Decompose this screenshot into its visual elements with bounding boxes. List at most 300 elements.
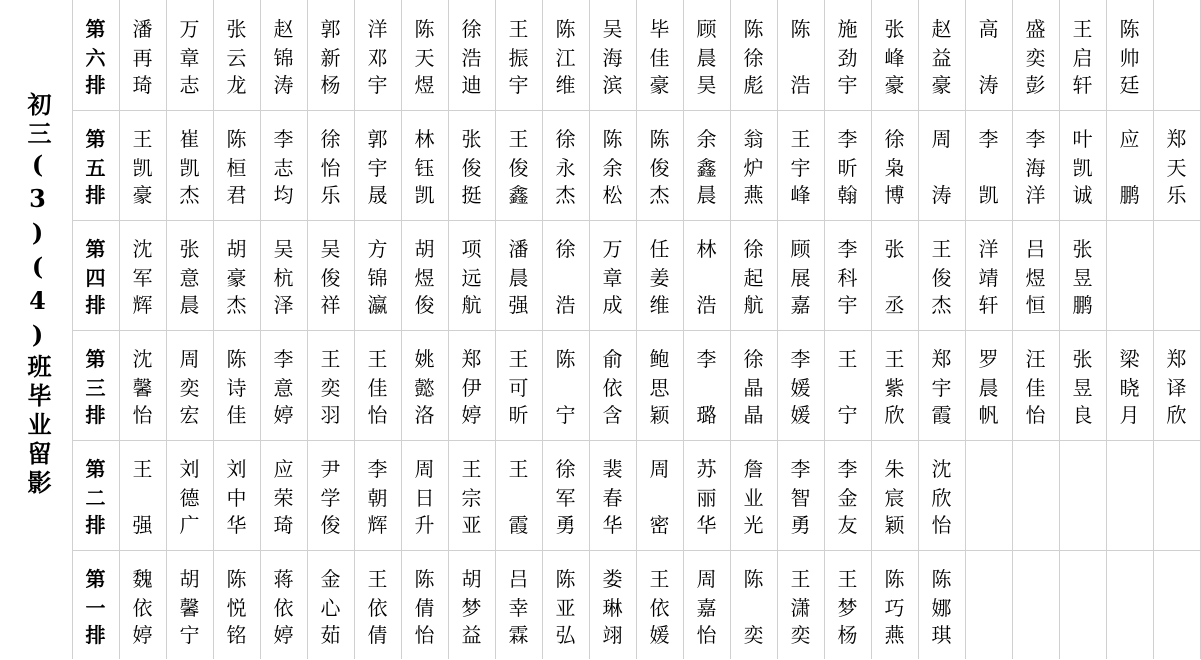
- name-char: 彪: [743, 73, 764, 97]
- name-char: 洋: [1025, 183, 1046, 207]
- name-char: 益: [461, 623, 482, 647]
- name-char: 鑫: [508, 183, 529, 207]
- name-char: 王: [132, 457, 153, 481]
- name-text: [260, 0, 307, 110]
- name-char: 俊: [414, 293, 435, 317]
- name-char: 郑: [1166, 347, 1187, 371]
- name-char: [683, 267, 730, 289]
- name-cell: [213, 440, 260, 550]
- name-char: 璐: [696, 403, 717, 427]
- name-char: 杰: [649, 183, 670, 207]
- name-cell: [871, 110, 918, 220]
- name-text: [1106, 0, 1153, 110]
- name-text: [777, 440, 824, 550]
- name-char: 叶: [1072, 127, 1093, 151]
- name-char: 张: [226, 17, 247, 41]
- name-cell: [495, 440, 542, 550]
- name-char: 沈: [931, 457, 952, 481]
- name-cell: [119, 110, 166, 220]
- name-text: [354, 440, 401, 550]
- name-char: 奕: [179, 376, 200, 400]
- name-cell: [542, 220, 589, 330]
- name-cell: [918, 330, 965, 440]
- name-char: 余: [602, 156, 623, 180]
- name-char: 泽: [273, 293, 294, 317]
- name-char: 桓: [226, 156, 247, 180]
- name-char: 郭: [320, 17, 341, 41]
- name-char: 裴: [602, 457, 623, 481]
- name-char: 科: [837, 266, 858, 290]
- name-char: 意: [273, 376, 294, 400]
- name-char: 周: [696, 567, 717, 591]
- name-text: [354, 0, 401, 110]
- name-cell: [1012, 220, 1059, 330]
- name-text: [448, 220, 495, 330]
- name-cell: [1012, 0, 1059, 110]
- name-char: 邓: [367, 46, 388, 70]
- name-char: 杰: [179, 183, 200, 207]
- name-char: 辉: [132, 293, 153, 317]
- name-char: 博: [884, 183, 905, 207]
- name-cell: [918, 0, 965, 110]
- name-char: 起: [743, 266, 764, 290]
- name-char: 宇: [790, 156, 811, 180]
- name-char: 凯: [414, 183, 435, 207]
- name-char: 弘: [555, 623, 576, 647]
- name-text: [730, 0, 777, 110]
- row-label: [72, 110, 119, 220]
- name-char: 蒋: [273, 567, 294, 591]
- name-char: 陈: [555, 567, 576, 591]
- name-char: 郑: [461, 347, 482, 371]
- row-label-char: 排: [85, 403, 106, 427]
- name-char: 海: [602, 46, 623, 70]
- name-char: 维: [649, 293, 670, 317]
- name-char: 欣: [884, 403, 905, 427]
- name-text: [589, 0, 636, 110]
- name-char: 陈: [555, 347, 576, 371]
- name-cell: [448, 550, 495, 660]
- name-cell: [166, 440, 213, 550]
- name-char: 强: [132, 513, 153, 537]
- name-char: 煜: [414, 266, 435, 290]
- name-cell: [307, 330, 354, 440]
- name-char: 张: [884, 17, 905, 41]
- name-char: 沈: [132, 237, 153, 261]
- name-cell: [1012, 110, 1059, 220]
- name-char: 馨: [179, 596, 200, 620]
- name-char: 晨: [696, 46, 717, 70]
- name-char: 俊: [508, 156, 529, 180]
- name-cell: [354, 440, 401, 550]
- name-char: 霞: [508, 513, 529, 537]
- name-cell: [636, 110, 683, 220]
- name-char: 吕: [508, 567, 529, 591]
- name-text: [1059, 0, 1106, 110]
- name-char: 陈: [884, 567, 905, 591]
- name-text: [260, 110, 307, 220]
- name-char: 怡: [696, 623, 717, 647]
- name-char: 毕: [649, 17, 670, 41]
- name-char: 晨: [508, 266, 529, 290]
- name-char: 依: [367, 596, 388, 620]
- name-char: 丽: [696, 486, 717, 510]
- name-char: 王: [1072, 17, 1093, 41]
- name-char: 晟: [367, 183, 388, 207]
- name-char: [777, 47, 824, 69]
- name-char: 华: [226, 513, 247, 537]
- name-char: 梦: [837, 596, 858, 620]
- name-char: 欣: [931, 486, 952, 510]
- name-text: [213, 110, 260, 220]
- name-text: [213, 550, 260, 660]
- name-cell: [871, 550, 918, 660]
- name-char: 应: [273, 457, 294, 481]
- name-char: 李: [837, 237, 858, 261]
- name-text: [683, 550, 730, 660]
- name-char: 依: [273, 596, 294, 620]
- name-char: 云: [226, 46, 247, 70]
- name-text: [871, 330, 918, 440]
- name-cell: [401, 550, 448, 660]
- name-char: 钰: [414, 156, 435, 180]
- name-char: 王: [508, 17, 529, 41]
- name-cell: [730, 110, 777, 220]
- name-char: 豪: [931, 73, 952, 97]
- name-char: [119, 487, 166, 509]
- name-char: 奕: [743, 623, 764, 647]
- name-text: [965, 220, 1012, 330]
- name-char: 胡: [226, 237, 247, 261]
- name-cell: [730, 440, 777, 550]
- name-char: 荣: [273, 486, 294, 510]
- name-cell: [119, 330, 166, 440]
- name-char: 张: [884, 237, 905, 261]
- row-label-char: 二: [85, 486, 106, 510]
- name-char: 华: [696, 513, 717, 537]
- name-char: 怡: [367, 403, 388, 427]
- name-char: 远: [461, 266, 482, 290]
- name-char: 倩: [414, 596, 435, 620]
- name-char: 翰: [837, 183, 858, 207]
- name-char: 馨: [132, 376, 153, 400]
- name-char: 依: [132, 596, 153, 620]
- document-title-text: 初三(3)(4)班毕业留影: [23, 92, 52, 499]
- name-char: 宁: [179, 623, 200, 647]
- name-char: 陈: [555, 17, 576, 41]
- name-char: 维: [555, 73, 576, 97]
- name-cell: [260, 440, 307, 550]
- name-cell: [354, 220, 401, 330]
- name-text: [777, 0, 824, 110]
- name-text: [730, 440, 777, 550]
- name-cell: [589, 330, 636, 440]
- name-row: [72, 550, 1201, 660]
- name-char: 章: [602, 266, 623, 290]
- name-char: 涛: [273, 73, 294, 97]
- name-char: 徐: [320, 127, 341, 151]
- name-cell: [589, 440, 636, 550]
- name-char: 梦: [461, 596, 482, 620]
- row-label-text: [72, 440, 119, 550]
- name-char: 王: [790, 567, 811, 591]
- name-char: 昱: [1072, 266, 1093, 290]
- name-cell: [589, 110, 636, 220]
- name-char: 欣: [1166, 403, 1187, 427]
- name-char: 徐: [555, 457, 576, 481]
- row-label-char: 排: [85, 513, 106, 537]
- name-text: [918, 220, 965, 330]
- name-char: 颖: [649, 403, 670, 427]
- name-char: 宏: [179, 403, 200, 427]
- name-char: 陈: [649, 127, 670, 151]
- name-char: [542, 267, 589, 289]
- name-char: 俊: [320, 513, 341, 537]
- name-cell: [777, 0, 824, 110]
- name-char: 恒: [1025, 293, 1046, 317]
- name-text: [1012, 110, 1059, 220]
- name-char: 乐: [1166, 183, 1187, 207]
- name-char: 媛: [790, 403, 811, 427]
- name-text: [401, 0, 448, 110]
- name-cell: [354, 0, 401, 110]
- row-label-char: 第: [85, 127, 106, 151]
- name-char: 启: [1072, 46, 1093, 70]
- name-char: 王: [320, 347, 341, 371]
- name-char: 周: [931, 127, 952, 151]
- name-char: [965, 47, 1012, 69]
- name-char: 怡: [414, 623, 435, 647]
- row-label-char: 排: [85, 293, 106, 317]
- name-text: [166, 440, 213, 550]
- name-cell: [542, 440, 589, 550]
- name-char: 潘: [508, 237, 529, 261]
- name-text: [495, 550, 542, 660]
- name-char: 陈: [931, 567, 952, 591]
- name-char: 顾: [696, 17, 717, 41]
- name-text: [307, 440, 354, 550]
- name-char: 煜: [414, 73, 435, 97]
- name-char: 杨: [320, 73, 341, 97]
- name-char: 翁: [743, 127, 764, 151]
- name-cell: [777, 110, 824, 220]
- name-cell: [965, 330, 1012, 440]
- name-cell: [448, 110, 495, 220]
- name-cell: [542, 550, 589, 660]
- name-char: 勇: [790, 513, 811, 537]
- name-text: [730, 220, 777, 330]
- name-text: [824, 110, 871, 220]
- name-char: 月: [1119, 403, 1140, 427]
- name-cell: [683, 220, 730, 330]
- name-text: [166, 330, 213, 440]
- name-char: 婷: [273, 403, 294, 427]
- name-char: [636, 487, 683, 509]
- name-char: 春: [602, 486, 623, 510]
- name-char: 均: [273, 183, 294, 207]
- name-cell: [307, 0, 354, 110]
- name-cell: [965, 220, 1012, 330]
- name-cell: [683, 0, 730, 110]
- name-char: 光: [743, 513, 764, 537]
- name-cell: [542, 0, 589, 110]
- name-char: 祥: [320, 293, 341, 317]
- name-char: 詹: [743, 457, 764, 481]
- name-text: [119, 440, 166, 550]
- name-text: [495, 0, 542, 110]
- name-cell: [777, 550, 824, 660]
- row-label-char: 第: [85, 457, 106, 481]
- name-cell: [448, 330, 495, 440]
- name-text: [354, 550, 401, 660]
- name-char: 锦: [273, 46, 294, 70]
- name-text: [495, 440, 542, 550]
- name-char: [495, 487, 542, 509]
- name-text: [542, 110, 589, 220]
- name-cell: [401, 330, 448, 440]
- name-text: [589, 550, 636, 660]
- name-char: 乐: [320, 183, 341, 207]
- name-char: 宁: [837, 403, 858, 427]
- name-char: 军: [132, 266, 153, 290]
- name-char: 凯: [978, 183, 999, 207]
- name-char: 胡: [414, 237, 435, 261]
- name-char: 宇: [367, 73, 388, 97]
- name-row: [72, 440, 1201, 550]
- name-char: 林: [414, 127, 435, 151]
- name-char: 王: [132, 127, 153, 151]
- name-cell: [824, 330, 871, 440]
- name-char: 瀛: [367, 293, 388, 317]
- name-char: 峰: [790, 183, 811, 207]
- name-char: 友: [837, 513, 858, 537]
- name-char: 洋: [367, 17, 388, 41]
- document-title: [14, 92, 60, 572]
- name-char: 项: [461, 237, 482, 261]
- name-text: [119, 330, 166, 440]
- row-label-text: [72, 330, 119, 440]
- name-char: 日: [414, 486, 435, 510]
- name-char: 晨: [978, 376, 999, 400]
- name-text: [260, 220, 307, 330]
- name-row: [72, 0, 1201, 110]
- name-char: 王: [884, 347, 905, 371]
- name-cell: [589, 0, 636, 110]
- name-char: 徐: [555, 237, 576, 261]
- name-char: 羽: [320, 403, 341, 427]
- name-char: 晶: [743, 376, 764, 400]
- name-char: 金: [837, 486, 858, 510]
- name-cell: [683, 440, 730, 550]
- name-text: [730, 550, 777, 660]
- name-char: 含: [602, 403, 623, 427]
- name-cell: [260, 220, 307, 330]
- name-char: [965, 157, 1012, 179]
- row-label-text: [72, 220, 119, 330]
- name-text: [918, 550, 965, 660]
- name-cell: [166, 0, 213, 110]
- name-char: 吕: [1025, 237, 1046, 261]
- name-char: 俞: [602, 347, 623, 371]
- row-label-char: 排: [85, 623, 106, 647]
- name-text: [965, 330, 1012, 440]
- name-cell: [307, 110, 354, 220]
- name-char: 嘉: [790, 293, 811, 317]
- name-text: [354, 220, 401, 330]
- name-char: 琪: [931, 623, 952, 647]
- name-char: 帆: [978, 403, 999, 427]
- name-char: 徐: [555, 127, 576, 151]
- name-text: [213, 330, 260, 440]
- name-char: 龙: [226, 73, 247, 97]
- name-cell: [495, 0, 542, 110]
- name-char: 尹: [320, 457, 341, 481]
- name-cell: [307, 440, 354, 550]
- name-text: [965, 110, 1012, 220]
- name-char: [730, 597, 777, 619]
- name-text: [589, 440, 636, 550]
- name-text: [636, 330, 683, 440]
- name-text: [307, 110, 354, 220]
- name-char: 王: [508, 127, 529, 151]
- name-char: 升: [414, 513, 435, 537]
- name-text: [260, 330, 307, 440]
- name-char: 朱: [884, 457, 905, 481]
- name-char: 浩: [555, 293, 576, 317]
- name-cell: [589, 550, 636, 660]
- name-char: 施: [837, 17, 858, 41]
- name-char: 浩: [790, 73, 811, 97]
- name-cell: [213, 0, 260, 110]
- name-char: 姚: [414, 347, 435, 371]
- name-cell: [1106, 330, 1153, 440]
- row-label: [72, 0, 119, 110]
- name-char: 胡: [461, 567, 482, 591]
- name-text: [354, 330, 401, 440]
- name-text: [871, 110, 918, 220]
- name-text: [401, 440, 448, 550]
- name-cell: [119, 0, 166, 110]
- name-char: 宇: [837, 73, 858, 97]
- name-text: [448, 330, 495, 440]
- name-cell: [1012, 330, 1059, 440]
- name-char: 佳: [649, 46, 670, 70]
- name-char: 刘: [226, 457, 247, 481]
- name-char: 宇: [837, 293, 858, 317]
- name-char: 李: [273, 127, 294, 151]
- name-char: 周: [649, 457, 670, 481]
- name-char: 怡: [132, 403, 153, 427]
- name-char: 赵: [931, 17, 952, 41]
- name-text: [589, 330, 636, 440]
- name-char: 鲍: [649, 347, 670, 371]
- name-char: 娜: [931, 596, 952, 620]
- name-cell: [354, 110, 401, 220]
- name-char: 婷: [273, 623, 294, 647]
- row-label: [72, 220, 119, 330]
- name-char: 霞: [931, 403, 952, 427]
- name-char: 娄: [602, 567, 623, 591]
- name-char: 紫: [884, 376, 905, 400]
- name-cell: [730, 220, 777, 330]
- name-cell: [354, 330, 401, 440]
- name-char: 陈: [743, 17, 764, 41]
- name-char: 亚: [461, 513, 482, 537]
- name-cell: [871, 440, 918, 550]
- name-text: [777, 550, 824, 660]
- name-char: 张: [1072, 237, 1093, 261]
- row-label-text: [72, 0, 119, 110]
